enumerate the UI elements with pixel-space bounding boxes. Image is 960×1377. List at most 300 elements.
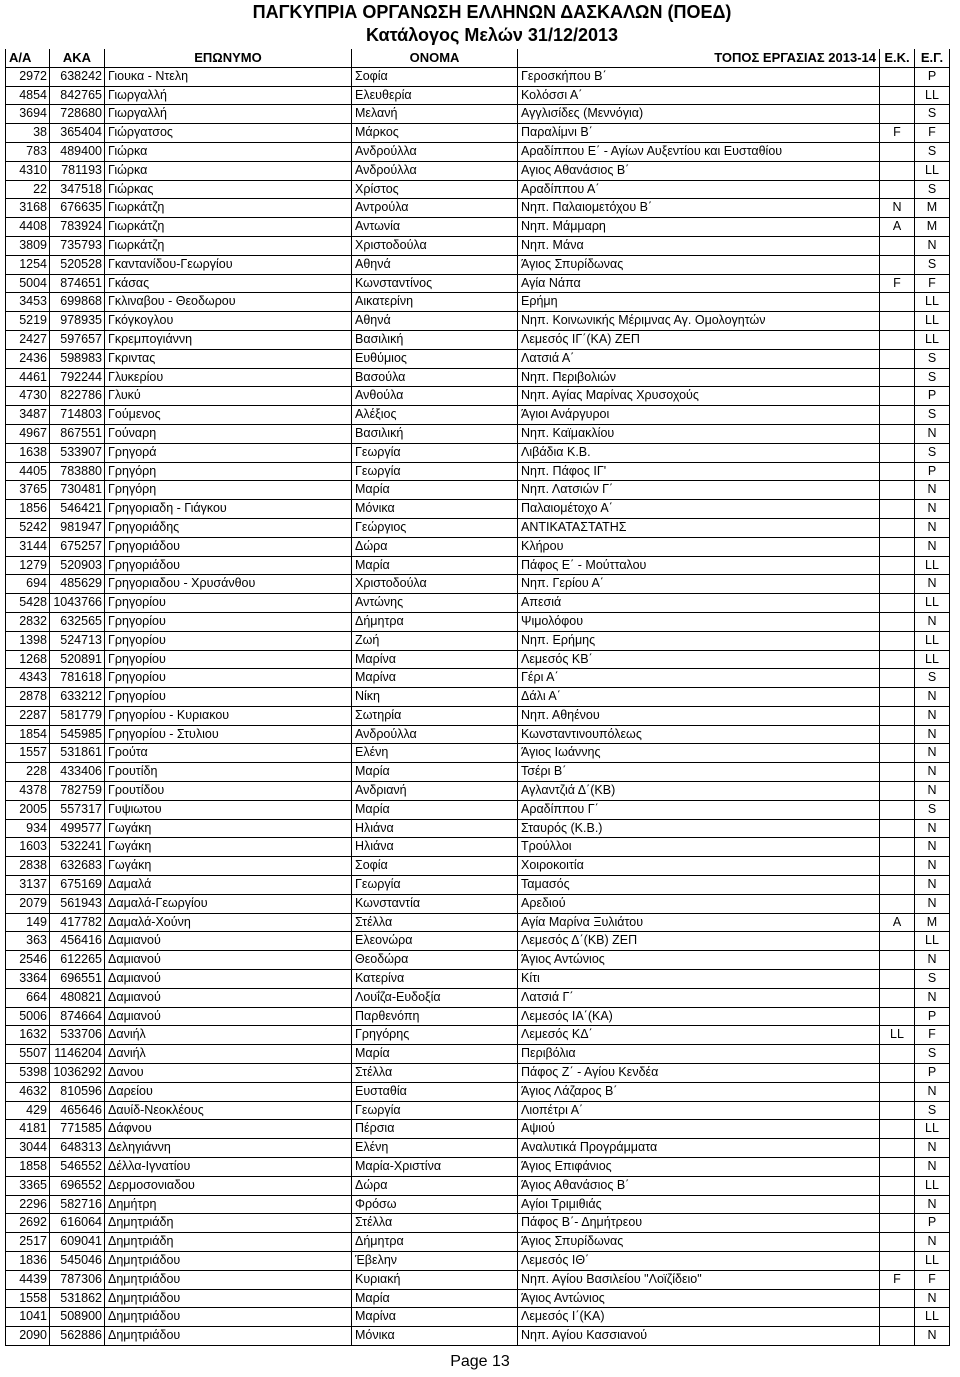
table-row xyxy=(6,988,950,1007)
ek-cell xyxy=(880,1139,915,1158)
surname-cell: Γρηγορά xyxy=(105,443,352,462)
first-name-cell: Μαρία xyxy=(352,556,518,575)
first-name-cell: Μόνικα xyxy=(352,1327,518,1346)
ek-cell xyxy=(880,782,915,801)
surname-cell: Γούμενος xyxy=(105,406,352,425)
workplace-cell: Λεμεσός ΚΒ΄ xyxy=(518,650,880,669)
eg-cell: P xyxy=(915,1064,950,1083)
aka-cell: 978935 xyxy=(50,312,105,331)
eg-cell: F xyxy=(915,1270,950,1289)
workplace-cell: Άγιοι Ανάργυροι xyxy=(518,406,880,425)
first-name-cell: Ελεονώρα xyxy=(352,932,518,951)
row-number-cell: 2287 xyxy=(6,706,50,725)
workplace-cell: Χοιροκοιτία xyxy=(518,857,880,876)
ek-cell xyxy=(880,1158,915,1177)
ek-cell: A xyxy=(880,218,915,237)
workplace-cell: Λεμεσός ΙΑ΄(ΚΑ) xyxy=(518,1007,880,1026)
first-name-cell: Βασούλα xyxy=(352,368,518,387)
table-row xyxy=(6,612,950,631)
column-header: ΟΝΟΜΑ xyxy=(352,49,518,67)
ek-cell xyxy=(880,819,915,838)
first-name-cell: Ανδρούλλα xyxy=(352,161,518,180)
table-row xyxy=(6,1176,950,1195)
workplace-cell: Περιβόλια xyxy=(518,1045,880,1064)
surname-cell: Γρηγόρη xyxy=(105,481,352,500)
surname-cell: Δαμιανού xyxy=(105,988,352,1007)
table-row xyxy=(6,575,950,594)
aka-cell: 417782 xyxy=(50,913,105,932)
row-number-cell: 2546 xyxy=(6,951,50,970)
eg-cell: S xyxy=(915,1045,950,1064)
aka-cell: 648313 xyxy=(50,1139,105,1158)
table-row xyxy=(6,443,950,462)
row-number-cell: 4408 xyxy=(6,218,50,237)
workplace-cell: Άγιος Σπυρίδωνας xyxy=(518,255,880,274)
surname-cell: Γρηγορίου xyxy=(105,669,352,688)
ek-cell xyxy=(880,443,915,462)
surname-cell: Γιώρκα xyxy=(105,142,352,161)
first-name-cell: Αθηνά xyxy=(352,255,518,274)
row-number-cell: 1858 xyxy=(6,1158,50,1177)
aka-cell: 638242 xyxy=(50,67,105,86)
table-row xyxy=(6,293,950,312)
ek-cell: F xyxy=(880,274,915,293)
ek-cell xyxy=(880,1195,915,1214)
first-name-cell: Μελανή xyxy=(352,105,518,124)
row-number-cell: 3694 xyxy=(6,105,50,124)
aka-cell: 810596 xyxy=(50,1082,105,1101)
aka-cell: 981947 xyxy=(50,518,105,537)
table-row xyxy=(6,424,950,443)
row-number-cell: 1854 xyxy=(6,725,50,744)
eg-cell: M xyxy=(915,913,950,932)
surname-cell: Δαμιανού xyxy=(105,932,352,951)
aka-cell: 728680 xyxy=(50,105,105,124)
ek-cell xyxy=(880,1045,915,1064)
row-number-cell: 3487 xyxy=(6,406,50,425)
surname-cell: Δημητριάδου xyxy=(105,1270,352,1289)
aka-cell: 520528 xyxy=(50,255,105,274)
row-number-cell: 1603 xyxy=(6,838,50,857)
aka-cell: 546552 xyxy=(50,1158,105,1177)
table-row xyxy=(6,1308,950,1327)
aka-cell: 781193 xyxy=(50,161,105,180)
aka-cell: 771585 xyxy=(50,1120,105,1139)
eg-cell: N xyxy=(915,612,950,631)
surname-cell: Δημητριάδου xyxy=(105,1327,352,1346)
surname-cell: Δάφνου xyxy=(105,1120,352,1139)
first-name-cell: Γρηγόρης xyxy=(352,1026,518,1045)
workplace-cell: Νηπ. Περιβολιών xyxy=(518,368,880,387)
eg-cell: S xyxy=(915,443,950,462)
workplace-cell: Αναλυτικά Προγράμματα xyxy=(518,1139,880,1158)
row-number-cell: 1254 xyxy=(6,255,50,274)
surname-cell: Γιωρκάτζη xyxy=(105,236,352,255)
surname-cell: Δημητριάδου xyxy=(105,1252,352,1271)
surname-cell: Γρηγοριάδου xyxy=(105,556,352,575)
table-row xyxy=(6,1007,950,1026)
surname-cell: Γρηγορίου - Κυριακου xyxy=(105,706,352,725)
row-number-cell: 4405 xyxy=(6,462,50,481)
aka-cell: 842765 xyxy=(50,86,105,105)
surname-cell: Γωγάκη xyxy=(105,857,352,876)
row-number-cell: 149 xyxy=(6,913,50,932)
surname-cell: Δανιήλ xyxy=(105,1045,352,1064)
aka-cell: 783880 xyxy=(50,462,105,481)
surname-cell: Δαρείου xyxy=(105,1082,352,1101)
aka-cell: 781618 xyxy=(50,669,105,688)
aka-cell: 520903 xyxy=(50,556,105,575)
workplace-cell: Αγιος Αθανάσιος Β΄ xyxy=(518,161,880,180)
eg-cell: S xyxy=(915,368,950,387)
row-number-cell: 1041 xyxy=(6,1308,50,1327)
ek-cell: F xyxy=(880,124,915,143)
row-number-cell: 2079 xyxy=(6,894,50,913)
first-name-cell: Βασιλική xyxy=(352,330,518,349)
ek-cell: LL xyxy=(880,1026,915,1045)
aka-cell: 696552 xyxy=(50,1176,105,1195)
table-row xyxy=(6,1120,950,1139)
aka-cell: 520891 xyxy=(50,650,105,669)
row-number-cell: 2436 xyxy=(6,349,50,368)
ek-cell xyxy=(880,951,915,970)
workplace-cell: Λιοπέτρι Α΄ xyxy=(518,1101,880,1120)
aka-cell: 675169 xyxy=(50,876,105,895)
row-number-cell: 2296 xyxy=(6,1195,50,1214)
first-name-cell: Μαρία xyxy=(352,1289,518,1308)
table-row xyxy=(6,650,950,669)
row-number-cell: 3364 xyxy=(6,970,50,989)
first-name-cell: Μαρία xyxy=(352,800,518,819)
aka-cell: 714803 xyxy=(50,406,105,425)
surname-cell: Γρηγορίου xyxy=(105,594,352,613)
first-name-cell: Αντωνία xyxy=(352,218,518,237)
aka-cell: 557317 xyxy=(50,800,105,819)
workplace-cell: Τσέρι Β΄ xyxy=(518,763,880,782)
workplace-cell: Σταυρός (Κ.Β.) xyxy=(518,819,880,838)
ek-cell xyxy=(880,368,915,387)
column-header: Ε.Κ. xyxy=(880,49,915,67)
workplace-cell: Νηπ. Αγίας Μαρίνας Χρυσοχούς xyxy=(518,387,880,406)
aka-cell: 365404 xyxy=(50,124,105,143)
ek-cell xyxy=(880,1007,915,1026)
workplace-cell: Άγιος Σπυρίδωνας xyxy=(518,1233,880,1252)
workplace-cell: Νηπ. Πάφος ΙΓ' xyxy=(518,462,880,481)
table-row xyxy=(6,481,950,500)
row-number-cell: 4632 xyxy=(6,1082,50,1101)
first-name-cell: Γεωργία xyxy=(352,876,518,895)
aka-cell: 581779 xyxy=(50,706,105,725)
row-number-cell: 2838 xyxy=(6,857,50,876)
table-row xyxy=(6,725,950,744)
workplace-cell: Γέρι Α΄ xyxy=(518,669,880,688)
table-row xyxy=(6,1158,950,1177)
eg-cell: N xyxy=(915,481,950,500)
row-number-cell: 2832 xyxy=(6,612,50,631)
surname-cell: Δανου xyxy=(105,1064,352,1083)
aka-cell: 347518 xyxy=(50,180,105,199)
surname-cell: Γρηγορίου xyxy=(105,631,352,650)
aka-cell: 632683 xyxy=(50,857,105,876)
workplace-cell: Νηπ. Καϊμακλίου xyxy=(518,424,880,443)
eg-cell: LL xyxy=(915,312,950,331)
aka-cell: 546421 xyxy=(50,500,105,519)
table-row xyxy=(6,763,950,782)
row-number-cell: 1638 xyxy=(6,443,50,462)
aka-cell: 874664 xyxy=(50,1007,105,1026)
first-name-cell: Ανδριανή xyxy=(352,782,518,801)
row-number-cell: 664 xyxy=(6,988,50,1007)
ek-cell xyxy=(880,1252,915,1271)
workplace-cell: Νηπ. Κοινωνικής Μέριμνας Αγ. Ομολογητών xyxy=(518,312,880,331)
table-row xyxy=(6,67,950,86)
surname-cell: Γρηγοριάδης xyxy=(105,518,352,537)
ek-cell xyxy=(880,462,915,481)
eg-cell: N xyxy=(915,706,950,725)
first-name-cell: Ευσταθία xyxy=(352,1082,518,1101)
aka-cell: 782759 xyxy=(50,782,105,801)
ek-cell: A xyxy=(880,913,915,932)
eg-cell: N xyxy=(915,500,950,519)
table-row xyxy=(6,819,950,838)
column-header: ΕΠΩΝΥΜΟ xyxy=(105,49,352,67)
workplace-cell: Νηπ. Παλαιομετόχου Β΄ xyxy=(518,199,880,218)
workplace-cell: Νηπ. Γερίου Α΄ xyxy=(518,575,880,594)
surname-cell: Δαμιανού xyxy=(105,951,352,970)
aka-cell: 533907 xyxy=(50,443,105,462)
aka-cell: 792244 xyxy=(50,368,105,387)
first-name-cell: Θεοδώρα xyxy=(352,951,518,970)
eg-cell: LL xyxy=(915,631,950,650)
eg-cell: S xyxy=(915,105,950,124)
first-name-cell: Μαρία xyxy=(352,1045,518,1064)
first-name-cell: Δήμητρα xyxy=(352,1233,518,1252)
row-number-cell: 2517 xyxy=(6,1233,50,1252)
eg-cell: N xyxy=(915,782,950,801)
workplace-cell: Πάφος Ε΄ - Μούτταλου xyxy=(518,556,880,575)
first-name-cell: Μαρίνα xyxy=(352,1308,518,1327)
row-number-cell: 3765 xyxy=(6,481,50,500)
ek-cell xyxy=(880,537,915,556)
workplace-cell: Άγιος Λάζαρος Β΄ xyxy=(518,1082,880,1101)
row-number-cell: 1836 xyxy=(6,1252,50,1271)
table-row xyxy=(6,1214,950,1233)
ek-cell xyxy=(880,800,915,819)
aka-cell: 597657 xyxy=(50,330,105,349)
ek-cell xyxy=(880,575,915,594)
surname-cell: Δημητριάδου xyxy=(105,1289,352,1308)
eg-cell: N xyxy=(915,1327,950,1346)
surname-cell: Γωγάκη xyxy=(105,819,352,838)
eg-cell: N xyxy=(915,744,950,763)
row-number-cell: 4854 xyxy=(6,86,50,105)
surname-cell: Δημητριάδη xyxy=(105,1214,352,1233)
ek-cell xyxy=(880,67,915,86)
first-name-cell: Δώρα xyxy=(352,537,518,556)
workplace-cell: Αρεδιού xyxy=(518,894,880,913)
aka-cell: 612265 xyxy=(50,951,105,970)
page-subtitle: Κατάλογος Μελών 31/12/2013 xyxy=(365,25,619,45)
eg-cell: M xyxy=(915,199,950,218)
first-name-cell: Πέρσια xyxy=(352,1120,518,1139)
eg-cell: N xyxy=(915,876,950,895)
table-row xyxy=(6,894,950,913)
eg-cell: P xyxy=(915,67,950,86)
table-row xyxy=(6,1270,950,1289)
table-row xyxy=(6,1195,950,1214)
surname-cell: Γκριντας xyxy=(105,349,352,368)
table-row xyxy=(6,462,950,481)
surname-cell: Δημήτρη xyxy=(105,1195,352,1214)
row-number-cell: 2692 xyxy=(6,1214,50,1233)
ek-cell xyxy=(880,236,915,255)
row-number-cell: 2972 xyxy=(6,67,50,86)
first-name-cell: Σοφία xyxy=(352,67,518,86)
workplace-cell: Αγγλισίδες (Μεννόγια) xyxy=(518,105,880,124)
eg-cell: N xyxy=(915,819,950,838)
eg-cell: S xyxy=(915,406,950,425)
aka-cell: 787306 xyxy=(50,1270,105,1289)
eg-cell: N xyxy=(915,1082,950,1101)
eg-cell: LL xyxy=(915,1252,950,1271)
ek-cell xyxy=(880,688,915,707)
surname-cell: Γιωρκάτζη xyxy=(105,199,352,218)
workplace-cell: Νηπ. Αγίου Βασιλείου "Λοϊζίδειο" xyxy=(518,1270,880,1289)
ek-cell xyxy=(880,894,915,913)
ek-cell xyxy=(880,86,915,105)
aka-cell: 1043766 xyxy=(50,594,105,613)
page-number: Page 13 xyxy=(450,1353,510,1370)
ek-cell xyxy=(880,1120,915,1139)
surname-cell: Γρουτίδη xyxy=(105,763,352,782)
first-name-cell: Μαρίνα xyxy=(352,650,518,669)
row-number-cell: 694 xyxy=(6,575,50,594)
workplace-cell: Αραδίππου Α΄ xyxy=(518,180,880,199)
ek-cell xyxy=(880,1289,915,1308)
aka-cell: 632565 xyxy=(50,612,105,631)
column-header: ΑΚΑ xyxy=(50,49,105,67)
aka-cell: 532241 xyxy=(50,838,105,857)
first-name-cell: Γεωργία xyxy=(352,462,518,481)
aka-cell: 1036292 xyxy=(50,1064,105,1083)
surname-cell: Γιώρκας xyxy=(105,180,352,199)
row-number-cell: 1398 xyxy=(6,631,50,650)
first-name-cell: Κυριακή xyxy=(352,1270,518,1289)
eg-cell: F xyxy=(915,1026,950,1045)
surname-cell: Γρηγορίου xyxy=(105,612,352,631)
ek-cell: N xyxy=(880,199,915,218)
eg-cell: LL xyxy=(915,1176,950,1195)
eg-cell: S xyxy=(915,349,950,368)
surname-cell: Γιωργαλλή xyxy=(105,86,352,105)
table-row xyxy=(6,349,950,368)
first-name-cell: Χριστοδούλα xyxy=(352,575,518,594)
table-row xyxy=(6,782,950,801)
eg-cell: N xyxy=(915,1139,950,1158)
surname-cell: Γιουκα - Ντελη xyxy=(105,67,352,86)
first-name-cell: Μαρίνα xyxy=(352,669,518,688)
table-row xyxy=(6,706,950,725)
eg-cell: N xyxy=(915,857,950,876)
ek-cell xyxy=(880,706,915,725)
ek-cell xyxy=(880,1327,915,1346)
table-row xyxy=(6,1252,950,1271)
row-number-cell: 3137 xyxy=(6,876,50,895)
workplace-cell: Παλαιομέτοχο Α΄ xyxy=(518,500,880,519)
ek-cell xyxy=(880,180,915,199)
first-name-cell: Ελευθερία xyxy=(352,86,518,105)
first-name-cell: Γεωργία xyxy=(352,1101,518,1120)
surname-cell: Δημητριάδου xyxy=(105,1308,352,1327)
workplace-cell: Λατσιά Γ΄ xyxy=(518,988,880,1007)
table-row xyxy=(6,744,950,763)
surname-cell: Γρηγόρη xyxy=(105,462,352,481)
first-name-cell: Παρθενόπη xyxy=(352,1007,518,1026)
surname-cell: Δημητριάδη xyxy=(105,1233,352,1252)
surname-cell: Δερμοσονιαδου xyxy=(105,1176,352,1195)
ek-cell: F xyxy=(880,1270,915,1289)
workplace-cell: Ψιμολόφου xyxy=(518,612,880,631)
table-row xyxy=(6,255,950,274)
row-number-cell: 4967 xyxy=(6,424,50,443)
workplace-cell: Νηπ. Μάνα xyxy=(518,236,880,255)
aka-cell: 465646 xyxy=(50,1101,105,1120)
surname-cell: Γιωρκάτζη xyxy=(105,218,352,237)
eg-cell: N xyxy=(915,236,950,255)
eg-cell: LL xyxy=(915,1308,950,1327)
ek-cell xyxy=(880,481,915,500)
ek-cell xyxy=(880,293,915,312)
row-number-cell: 3365 xyxy=(6,1176,50,1195)
aka-cell: 545985 xyxy=(50,725,105,744)
table-row xyxy=(6,1045,950,1064)
aka-cell: 675257 xyxy=(50,537,105,556)
table-row xyxy=(6,518,950,537)
row-number-cell: 3453 xyxy=(6,293,50,312)
eg-cell: F xyxy=(915,124,950,143)
table-row xyxy=(6,1233,950,1252)
first-name-cell: Ανδρούλλα xyxy=(352,142,518,161)
table-row xyxy=(6,1101,950,1120)
eg-cell: N xyxy=(915,518,950,537)
surname-cell: Δανιήλ xyxy=(105,1026,352,1045)
first-name-cell: Αντρούλα xyxy=(352,199,518,218)
row-number-cell: 22 xyxy=(6,180,50,199)
workplace-cell: ΑΝΤΙΚΑΤΑΣΤΑΤΗΣ xyxy=(518,518,880,537)
first-name-cell: Στέλλα xyxy=(352,1064,518,1083)
workplace-cell: Άγιος Αντώνιος xyxy=(518,951,880,970)
aka-cell: 598983 xyxy=(50,349,105,368)
surname-cell: Γυψιωτου xyxy=(105,800,352,819)
aka-cell: 676635 xyxy=(50,199,105,218)
workplace-cell: Αγία Μαρίνα Ξυλιάτου xyxy=(518,913,880,932)
table-row xyxy=(6,330,950,349)
eg-cell: F xyxy=(915,274,950,293)
row-number-cell: 363 xyxy=(6,932,50,951)
first-name-cell: Νίκη xyxy=(352,688,518,707)
table-row xyxy=(6,556,950,575)
aka-cell: 633212 xyxy=(50,688,105,707)
eg-cell: N xyxy=(915,1158,950,1177)
aka-cell: 456416 xyxy=(50,932,105,951)
aka-cell: 730481 xyxy=(50,481,105,500)
table-row xyxy=(6,387,950,406)
surname-cell: Γκάσας xyxy=(105,274,352,293)
surname-cell: Γκαντανίδου-Γεωργίου xyxy=(105,255,352,274)
members-table xyxy=(5,49,950,1346)
first-name-cell: Αθηνά xyxy=(352,312,518,331)
workplace-cell: Πάφος Ζ΄ - Αγίου Κενδέα xyxy=(518,1064,880,1083)
